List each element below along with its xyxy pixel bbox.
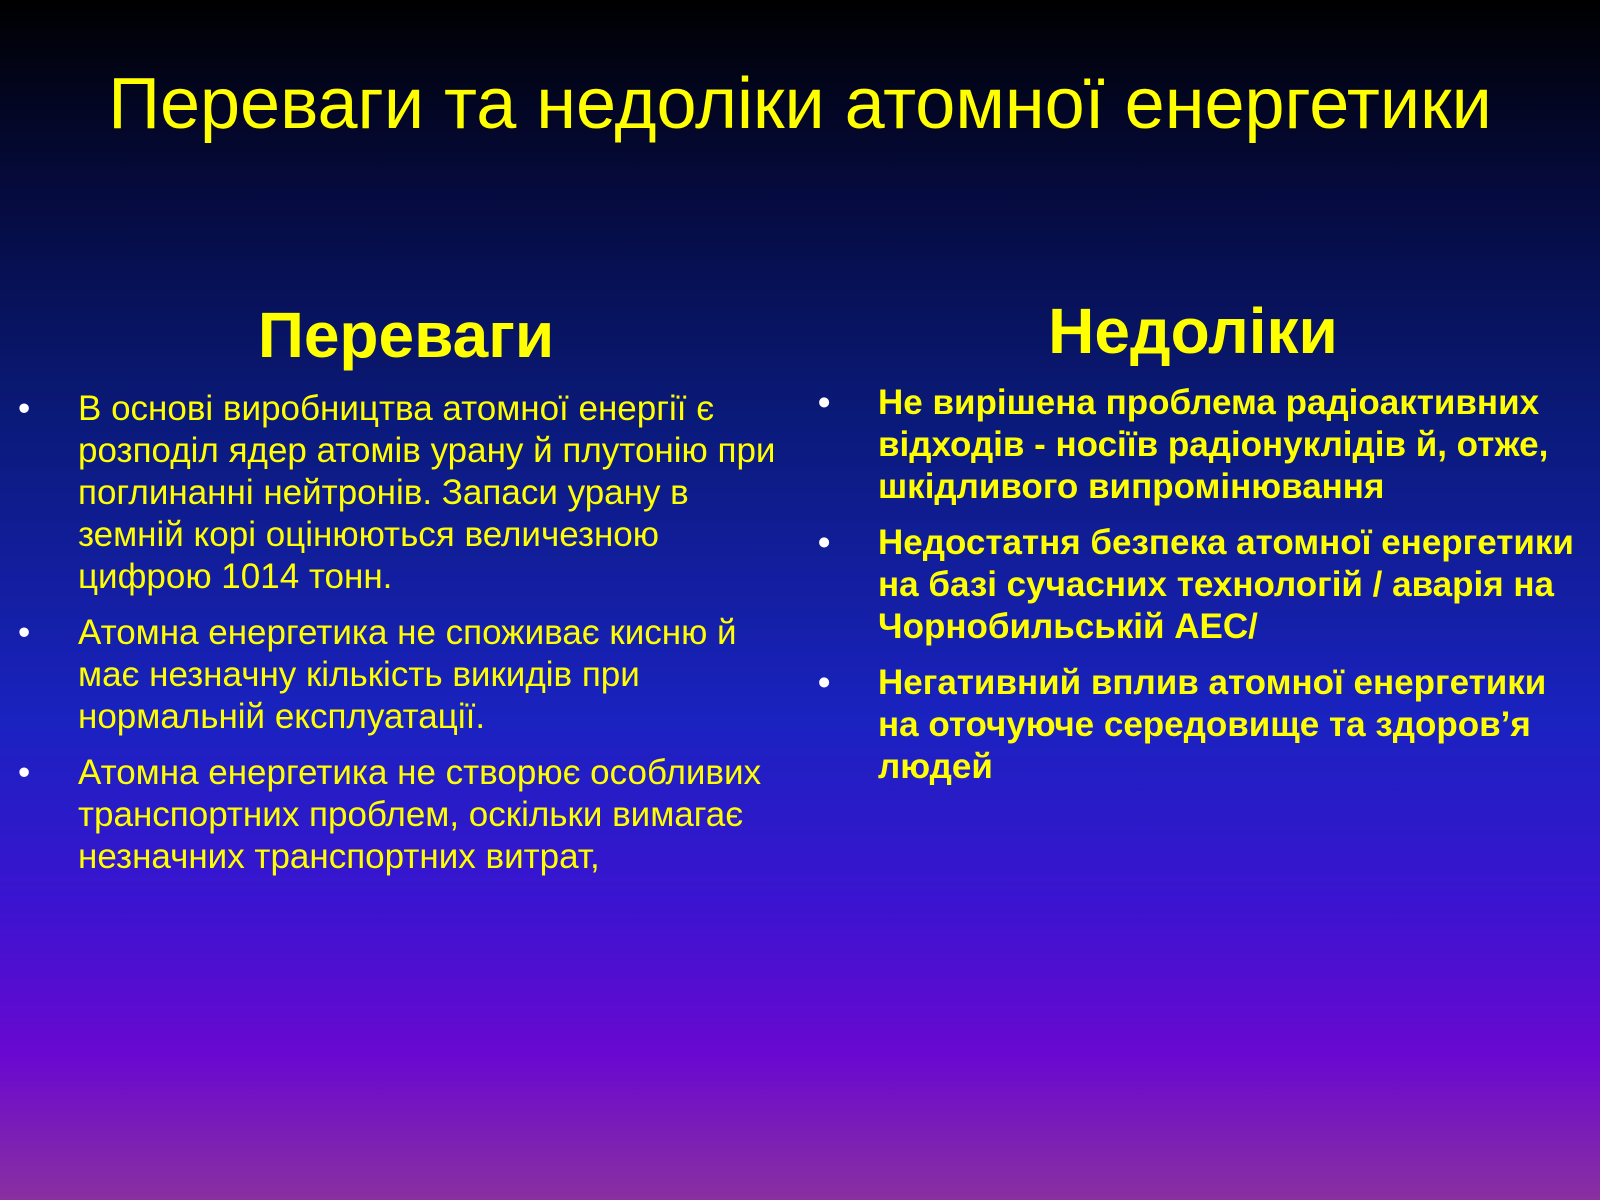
list-item-text: Атомна енергетика не створює особливих транспортних проблем, оскільки вимагає незначних транспортних витрат,: [78, 753, 762, 876]
disadvantages-heading: Недоліки: [1048, 295, 1338, 367]
disadvantages-list: [818, 382, 1578, 802]
slide-title: Переваги та недоліки атомної енергетики: [108, 64, 1492, 144]
bullet-icon: •: [18, 389, 31, 428]
list-item-text: Атомна енергетика не споживає кисню й має незначну кількість викидів при нормальній експлуатації.: [78, 613, 737, 736]
advantages-heading: Переваги: [257, 299, 555, 371]
list-item: [818, 662, 1578, 788]
bullet-icon: •: [818, 663, 831, 702]
list-item: [818, 522, 1578, 648]
list-item: [18, 752, 798, 878]
list-item: [18, 388, 798, 598]
list-item-text: Недостатня безпека атомної енергетики на базі сучасних технологій / аварія на Чорнобильській АЕС/: [878, 523, 1574, 646]
list-item-text: Негативний вплив атомної енергетики на оточуюче середовище та здоров’я людей: [878, 663, 1547, 786]
bullet-icon: •: [18, 613, 31, 652]
list-item-text: В основі виробництва атомної енергії є розподіл ядер атомів урану й плутонію при поглинанні нейтронів. Запаси урану в земній корі оцінюються величезною цифрою 1014 тонн.: [78, 389, 776, 596]
list-item: [18, 612, 798, 738]
list-item-text: Не вирішена проблема радіоактивних відходів - носіїв радіонуклідів й, отже, шкідливого випромінювання: [878, 383, 1549, 506]
list-item: [818, 382, 1578, 508]
advantages-list: [18, 388, 798, 892]
bullet-icon: •: [818, 523, 831, 562]
bullet-icon: •: [18, 753, 31, 792]
bullet-icon: •: [818, 383, 831, 422]
